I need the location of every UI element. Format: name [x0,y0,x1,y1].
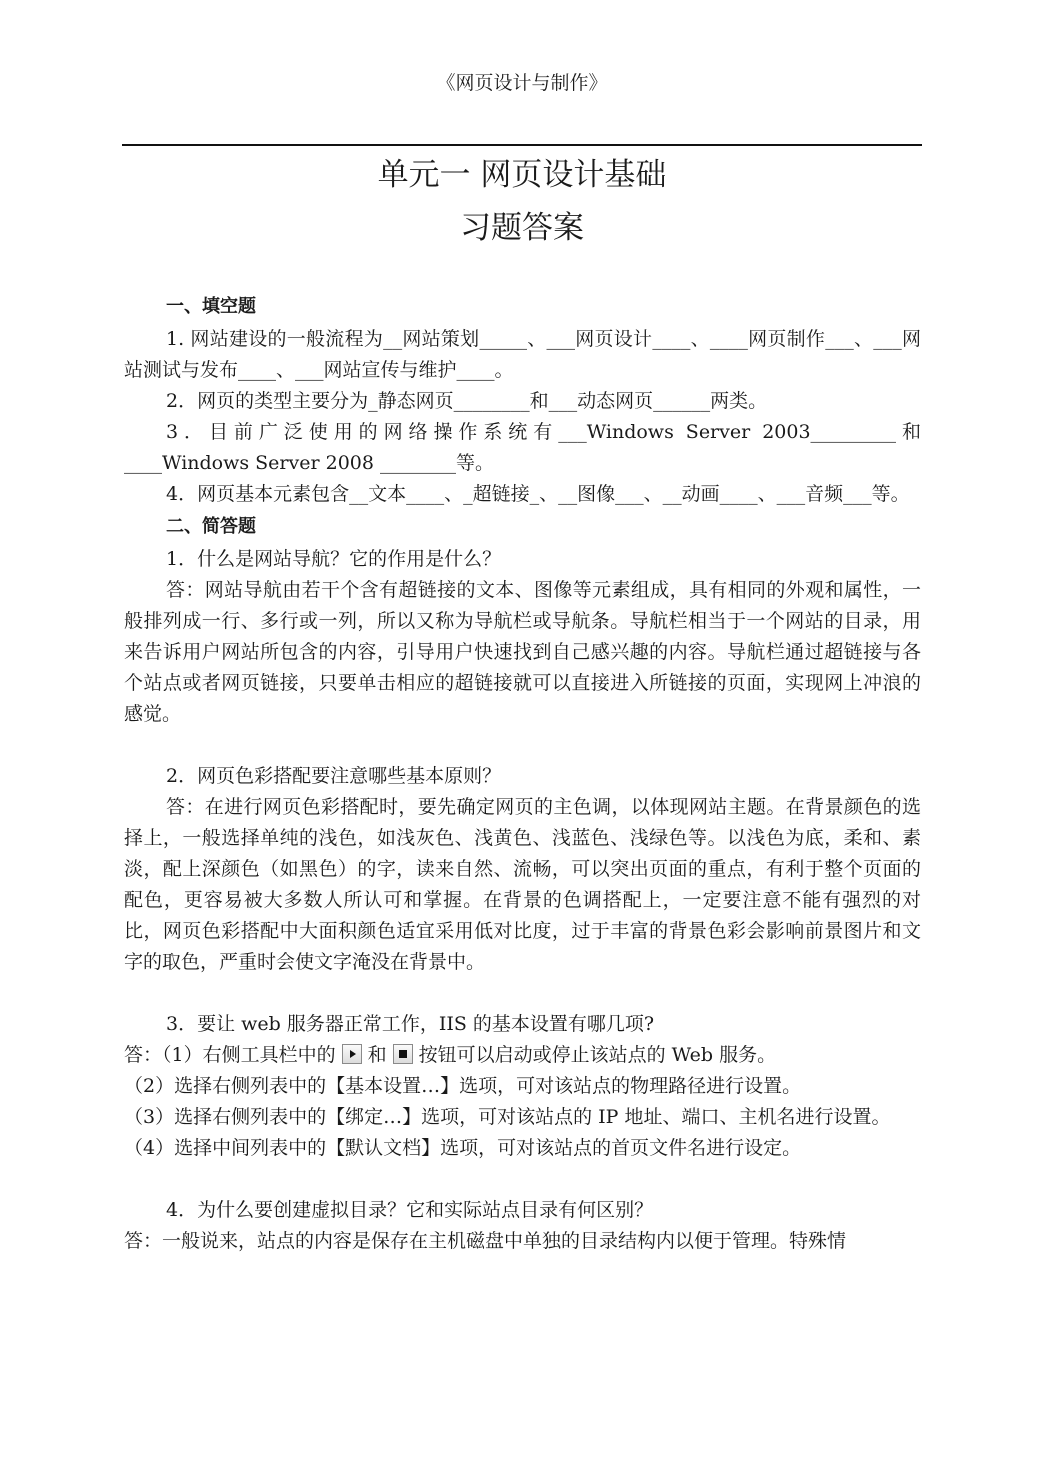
fill-question-4: 4．网页基本元素包含__文本____、_超链接_、__图像___、__动画____、___音频___等。 [166,483,910,505]
unit-title: 单元一 网页设计基础 [377,157,667,193]
short-question-1: 1．什么是网站导航？它的作用是什么？ [166,548,502,570]
fill-question-2: 2．网页的类型主要分为_静态网页________和___动态网页______两类。 [166,390,768,412]
answer-3-item-1-end: 按钮可以启动或停止该站点的 Web 服务。 [418,1044,777,1066]
short-question-3: 3．要让 web 服务器正常工作，IIS 的基本设置有哪几项? [166,1013,655,1035]
short-answer-3-item-3: （3）选择右侧列表中的【绑定…】选项，可对该站点的 IP 地址、端口、主机名进行设置。 [124,1106,891,1128]
spacer [124,730,921,761]
short-question-2: 2．网页色彩搭配要注意哪些基本原则？ [166,765,502,787]
running-header: 《网页设计与制作》 [436,72,608,94]
document-body [124,290,921,1257]
play-icon [342,1044,362,1064]
short-question-4: 4．为什么要创建虚拟目录？它和实际站点目录有何区别？ [166,1199,654,1221]
section-heading-short-answer: 二、简答题 [166,516,256,537]
section-heading-fill-in: 一、填空题 [166,296,256,317]
header-rule [122,144,922,146]
short-answer-3-item-1 [124,1040,921,1071]
fill-question-1: 1. 网站建设的一般流程为__网站策划_____、___网页设计____、____网页制作___、___网站测试与发布____、___网站宣传与维护____。 [124,328,921,381]
spacer [124,1164,921,1195]
short-answer-3-item-4: （4）选择中间列表中的【默认文档】选项，可对该站点的首页文件名进行设定。 [124,1137,802,1159]
spacer [124,978,921,1009]
short-answer-1: 答：网站导航由若干个含有超链接的文本、图像等元素组成，具有相同的外观和属性，一般排列成一行、多行或一列，所以又称为导航栏或导航条。导航栏相当于一个网站的目录，用来告诉用户网站所包含的内容，引导用户快速找到自己感兴趣的内容。导航栏通过超链接与各个站点或者网页链接，只要单击相应的超链接就可以直接进入所链接的页面，实现网上冲浪的感觉。 [124,579,921,725]
fill-question-3: 3．目前广泛使用的网络操作系统有___Windows Server 2003_________和____Windows Server 2008 ________等。 [124,421,921,474]
answer-3-item-1-mid: 和 [367,1044,387,1066]
stop-icon [393,1044,413,1064]
answers-title: 习题答案 [460,210,584,246]
answer-3-item-1-start: 答：（1）右侧工具栏中的 [124,1044,336,1066]
short-answer-4: 答：一般说来，站点的内容是保存在主机磁盘中单独的目录结构内以便于管理。特殊情 [124,1230,847,1252]
short-answer-2: 答：在进行网页色彩搭配时，要先确定网页的主色调，以体现网站主题。在背景颜色的选择上，一般选择单纯的浅色，如浅灰色、浅黄色、浅蓝色、浅绿色等。以浅色为底，柔和、素淡，配上深颜色（如黑色）的字，读来自然、流畅，可以突出页面的重点，有利于整个页面的配色，更容易被大多数人所认可和掌握。在背景的色调搭配上，一定要注意不能有强烈的对比，网页色彩搭配中大面积颜色适宜采用低对比度，过于丰富的背景色彩会影响前景图片和文字的取色，严重时会使文字淹没在背景中。 [124,796,921,973]
short-answer-3-item-2: （2）选择右侧列表中的【基本设置…】选项，可对该站点的物理路径进行设置。 [124,1075,802,1097]
